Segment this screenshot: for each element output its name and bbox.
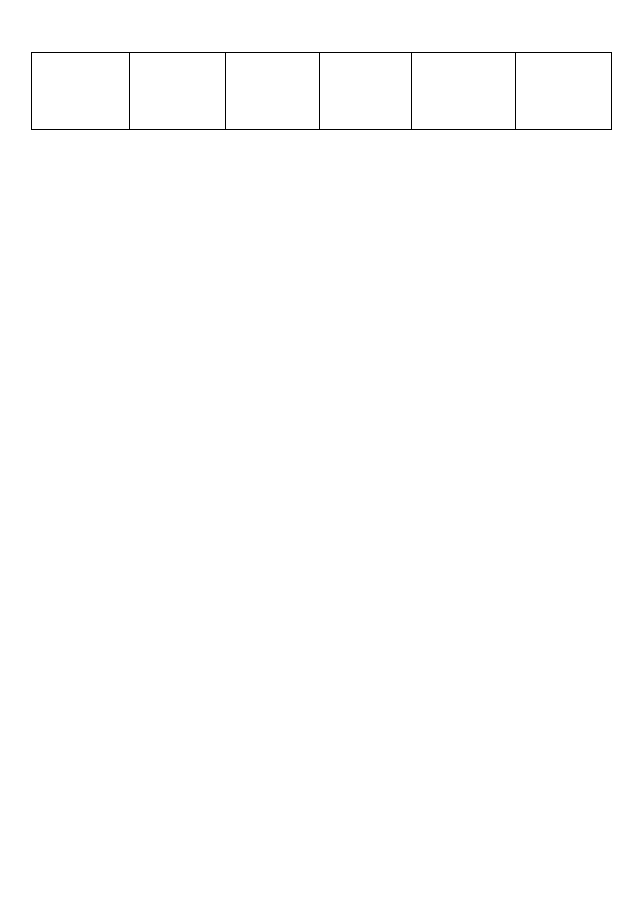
table-header-row bbox=[32, 53, 612, 130]
header-density bbox=[516, 53, 612, 130]
header-norm-m3 bbox=[412, 53, 516, 130]
header-category bbox=[32, 53, 130, 130]
header-unit bbox=[226, 53, 320, 130]
header-objects bbox=[130, 53, 226, 130]
header-norm-kg bbox=[320, 53, 412, 130]
waste-norms-table bbox=[31, 52, 612, 130]
